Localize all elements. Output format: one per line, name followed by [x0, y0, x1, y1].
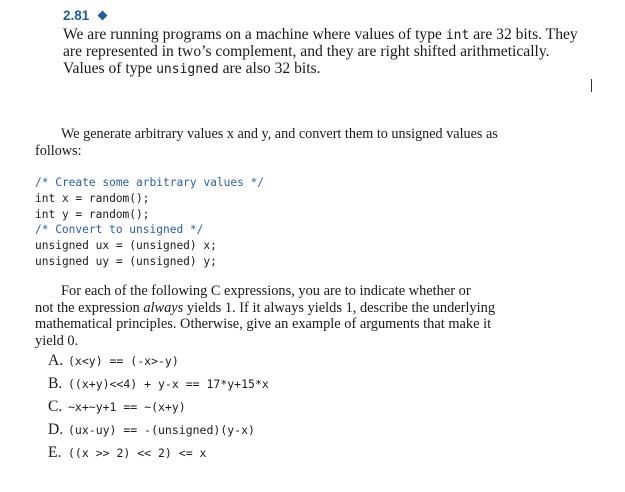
intro-line-2: are represented in two’s complement, and they are right shifted arithmetically. — [63, 43, 550, 60]
instructions-line: yield 0. — [35, 333, 79, 349]
generate-line-2: follows: — [35, 143, 82, 159]
intro-line-3: Values of type unsigned are also 32 bits. — [63, 60, 321, 77]
problem-number: 2.81 — [63, 8, 90, 23]
code-comment: /* Create some arbitrary values */ — [35, 176, 265, 189]
expression-item: B. ((x+y)<<4) + y-x == 17*y+15*x — [48, 375, 269, 392]
expression-item: A. (x<y) == (-x>-y) — [48, 352, 179, 369]
intro-line-1: We are running programs on a machine where values of type int are 32 bits. They — [63, 26, 578, 43]
diamond-icon — [98, 11, 108, 21]
generate-line-1: We generate arbitrary values x and y, and convert them to unsigned values as — [61, 126, 498, 142]
instructions-line: mathematical principles. Otherwise, give an example of arguments that make it — [35, 316, 492, 332]
code-comment: /* Convert to unsigned */ — [35, 223, 204, 236]
expression-item: C. ~x+~y+1 == ~(x+y) — [48, 398, 186, 415]
code-line: unsigned ux = (unsigned) x; — [35, 239, 217, 252]
code-line: unsigned uy = (unsigned) y; — [35, 255, 217, 268]
problem-header — [63, 8, 106, 23]
instructions-line: For each of the following C expressions, you are to indicate whether or — [61, 283, 471, 299]
expression-item: E. ((x >> 2) << 2) <= x — [48, 444, 207, 461]
text-cursor — [591, 79, 592, 92]
expression-item: D. (ux-uy) == -(unsigned)(y-x) — [48, 421, 255, 438]
code-line: int x = random(); — [35, 192, 150, 205]
code-line: int y = random(); — [35, 208, 150, 221]
instructions-line: not the expression always yields 1. If it always yields 1, describe the underlying — [35, 300, 496, 316]
